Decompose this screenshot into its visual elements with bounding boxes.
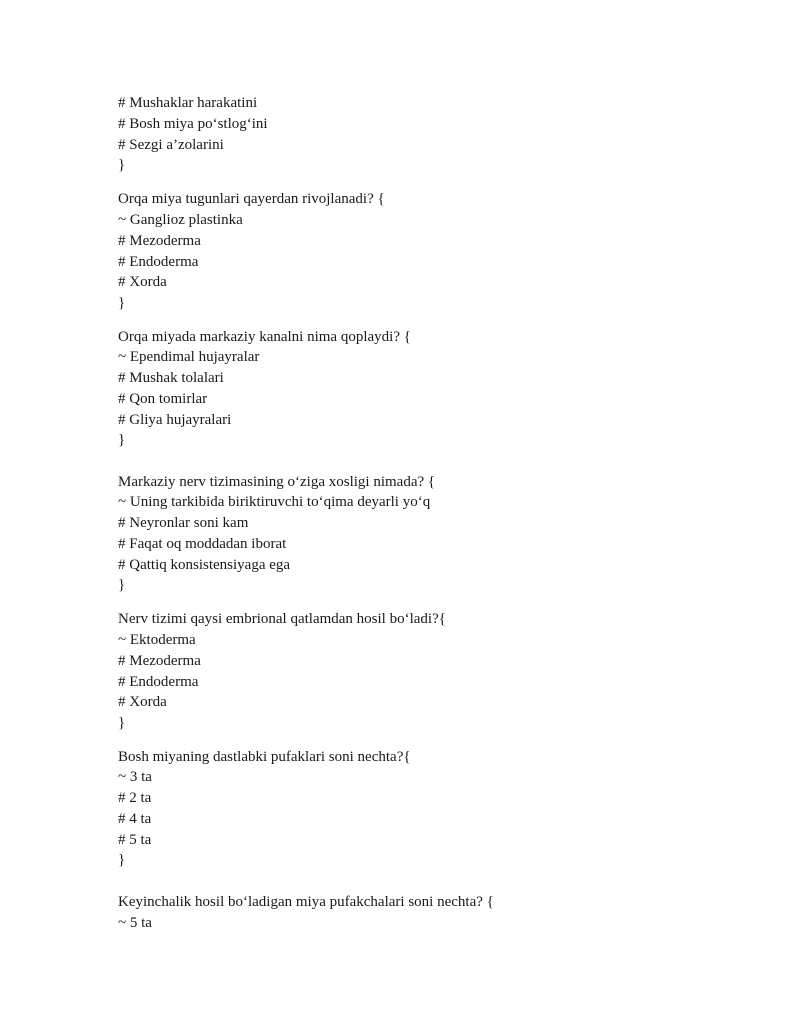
answer-option: # Faqat oq moddadan iborat: [118, 536, 287, 552]
answer-option: # Sezgi a’zolarini: [118, 137, 224, 153]
answer-option: # Bosh miya po‘stlog‘ini: [118, 116, 268, 132]
question-text: Keyinchalik hosil bo‘ladigan miya pufakchalari soni nechta? {: [118, 894, 494, 910]
correct-answer: ~ Uning tarkibida biriktiruvchi to‘qima deyarli yo‘q: [118, 494, 431, 510]
question-text: Nerv tizimi qaysi embrional qatlamdan hosil bo‘ladi?{: [118, 611, 446, 627]
answer-option: # Qon tomirlar: [118, 391, 208, 407]
correct-answer: ~ Ganglioz plastinka: [118, 212, 243, 228]
answer-option: # Xorda: [118, 274, 167, 290]
answer-option: # 5 ta: [118, 832, 152, 848]
answer-option: # Endoderma: [118, 254, 199, 270]
answer-option: # Endoderma: [118, 674, 199, 690]
correct-answer: ~ Ependimal hujayralar: [118, 349, 260, 365]
closing-brace: }: [118, 852, 126, 868]
answer-option: # Gliya hujayralari: [118, 412, 232, 428]
correct-answer: ~ 5 ta: [118, 915, 152, 931]
closing-brace: }: [118, 157, 126, 173]
correct-answer: ~ 3 ta: [118, 769, 152, 785]
answer-option: # Neyronlar soni kam: [118, 515, 249, 531]
question-text: Orqa miya tugunlari qayerdan rivojlanadi? {: [118, 191, 385, 207]
closing-brace: }: [118, 295, 126, 311]
answer-option: # Xorda: [118, 694, 167, 710]
closing-brace: }: [118, 577, 126, 593]
correct-answer: ~ Ektoderma: [118, 632, 196, 648]
question-text: Orqa miyada markaziy kanalni nima qoplaydi? {: [118, 329, 411, 345]
answer-option: # Mezoderma: [118, 653, 201, 669]
closing-brace: }: [118, 715, 126, 731]
answer-option: # 4 ta: [118, 811, 152, 827]
closing-brace: }: [118, 432, 126, 448]
answer-option: # Mushak tolalari: [118, 370, 224, 386]
answer-option: # Qattiq konsistensiyaga ega: [118, 557, 291, 573]
answer-option: # 2 ta: [118, 790, 152, 806]
question-text: Bosh miyaning dastlabki pufaklari soni nechta?{: [118, 749, 411, 765]
question-text: Markaziy nerv tizimasining o‘ziga xosligi nimada? {: [118, 474, 436, 490]
answer-option: # Mushaklar harakatini: [118, 95, 258, 111]
answer-option: # Mezoderma: [118, 233, 201, 249]
